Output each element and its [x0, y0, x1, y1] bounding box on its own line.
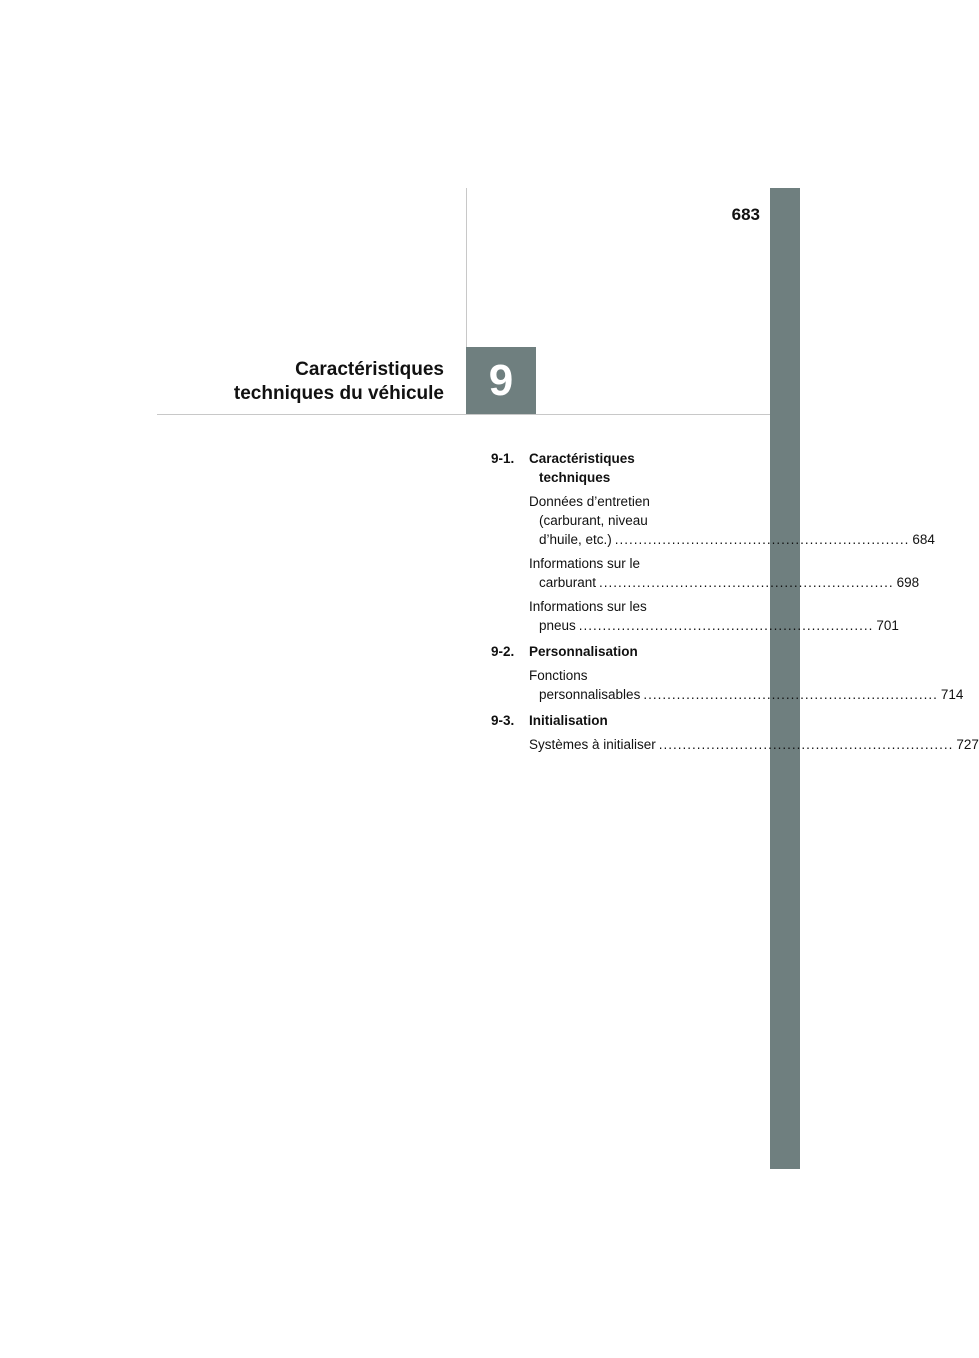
toc-section: [491, 711, 741, 730]
chapter-number-box: 9: [466, 347, 536, 414]
section-title-line: techniques: [539, 470, 611, 485]
entry-last-line: [529, 685, 964, 704]
entry-line: Fonctions: [529, 668, 588, 683]
entry-line: Systèmes à initialiser: [529, 737, 656, 752]
section-title-line: Caractéristiques: [529, 451, 635, 466]
entry-page: 714: [940, 687, 964, 702]
section-title: [529, 449, 635, 487]
section-number: 9-3.: [491, 713, 515, 728]
entry-line: d’huile, etc.): [539, 532, 612, 547]
toc-section: [491, 449, 741, 487]
toc-entry-link[interactable]: [529, 492, 935, 549]
dot-leader: ..............................................................: [643, 687, 938, 702]
toc-entry-link[interactable]: [529, 597, 899, 635]
entry-line: Données d’entretien: [529, 494, 650, 509]
entry-page: 684: [912, 532, 935, 547]
chapter-title-line-2: techniques du véhicule: [233, 383, 444, 404]
section-number: 9-2.: [491, 644, 515, 659]
dot-leader: ..............................................................: [599, 575, 894, 590]
entry-line: (carburant, niveau: [539, 513, 648, 528]
entry-line: carburant: [539, 575, 597, 590]
dot-leader: ..............................................................: [578, 618, 874, 633]
entry-page: 698: [896, 575, 920, 590]
section-title: [529, 642, 638, 661]
chapter-title: [124, 358, 444, 406]
dot-leader: ..............................................................: [614, 532, 910, 547]
section-title: [529, 711, 608, 730]
toc-entry-link[interactable]: [529, 666, 964, 704]
section-title-line: Personnalisation: [529, 644, 638, 659]
horizontal-divider: [157, 414, 770, 415]
entry-page: 701: [876, 618, 899, 633]
entry-last-line: [529, 530, 935, 549]
toc-section: [491, 642, 741, 661]
toc-entry-link[interactable]: [529, 554, 920, 592]
entry-last-line: [529, 735, 979, 754]
section-number: 9-1.: [491, 451, 515, 466]
vertical-divider: [466, 188, 467, 347]
entry-line: pneus: [539, 618, 576, 633]
entry-line: Informations sur les: [529, 599, 647, 614]
entry-last-line: [529, 573, 920, 592]
entry-page: 727: [956, 737, 979, 752]
chapter-title-line-1: Caractéristiques: [295, 359, 444, 380]
chapter-side-tab: [770, 188, 800, 1169]
section-title-line: Initialisation: [529, 713, 608, 728]
page-number: 683: [731, 205, 760, 224]
entry-line: personnalisables: [539, 687, 641, 702]
entry-line: Informations sur le: [529, 556, 641, 571]
table-of-contents: [491, 449, 979, 754]
entry-last-line: [529, 616, 899, 635]
dot-leader: ..............................................................: [658, 737, 954, 752]
toc-entry-link[interactable]: [529, 735, 979, 754]
